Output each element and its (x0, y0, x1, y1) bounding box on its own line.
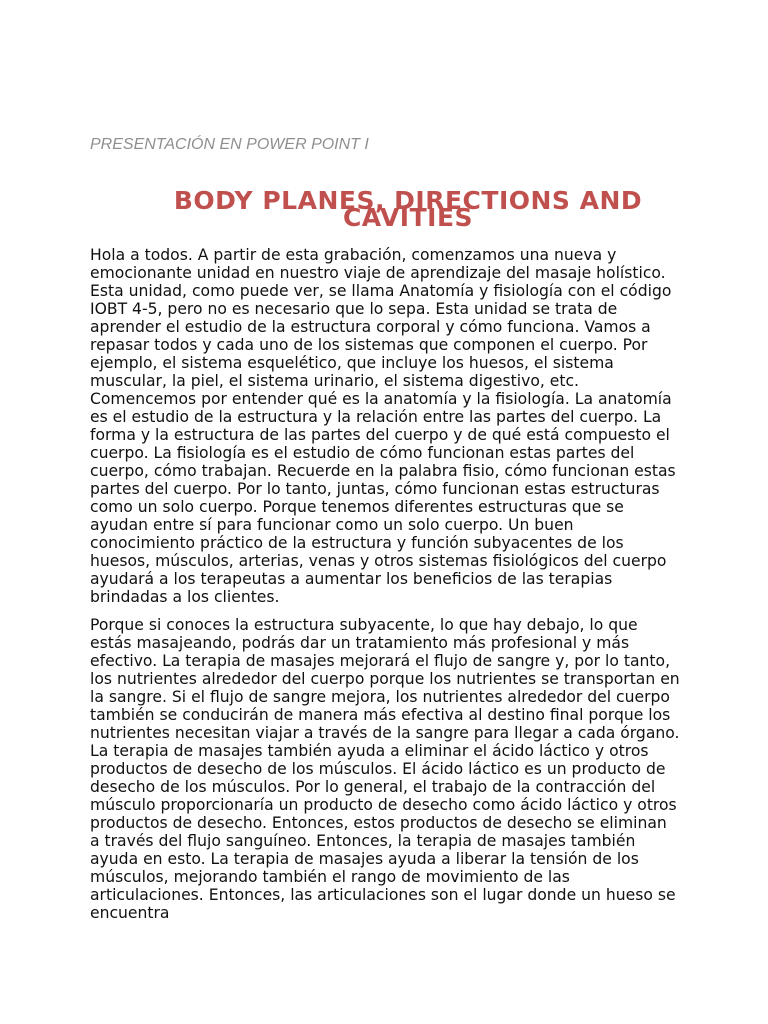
document-title: BODY PLANES, DIRECTIONS AND CAVITIES (173, 186, 643, 232)
body-paragraph-1: Hola a todos. A partir de esta grabación, comenzamos una nueva y emocionante unidad en nuestro viaje de aprendizaje del masaje holístico. Esta unidad, como puede ver, se llama Anatomía y fisiología con el código IOBT 4-5, pero no es necesario que lo sepa. Esta unidad se trata de aprender el estudio de la estructura corporal y cómo funciona. Vamos a repasar todos y cada uno de los sistemas que componen el cuerpo. Por ejemplo, el sistema esquelético, que incluye los huesos, el sistema muscular, la piel, el sistema urinario, el sistema digestivo, etc. Comencemos por entender qué es la anatomía y la fisiología. La anatomía es el estudio de la estructura y la relación entre las partes del cuerpo. La forma y la estructura de las partes del cuerpo y de qué está compuesto el cuerpo. La fisiología es el estudio de cómo funcionan estas partes del cuerpo, cómo trabajan. Recuerde en la palabra fisio, cómo funcionan estas partes del cuerpo. Por lo tanto, juntas, cómo funcionan estas estructuras como un solo cuerpo. Porque tenemos diferentes estructuras que se ayudan entre sí para funcionar como un solo cuerpo. Un buen conocimiento práctico de la estructura y función subyacentes de los huesos, músculos, arterias, venas y otros sistemas fisiológicos del cuerpo ayudará a los terapeutas a aumentar los beneficios de las terapias brindadas a los clientes. (90, 246, 676, 606)
document-subtitle: PRESENTACIÓN EN POWER POINT I (90, 136, 369, 153)
body-paragraph-2: Porque si conoces la estructura subyacente, lo que hay debajo, lo que estás masajeando, podrás dar un tratamiento más profesional y más efectivo. La terapia de masajes mejorará el flujo de sangre y, por lo tanto, los nutrientes alrededor del cuerpo porque los nutrientes se transportan en la sangre. Si el flujo de sangre mejora, los nutrientes alrededor del cuerpo también se conducirán de manera más efectiva al destino final porque los nutrientes necesitan viajar a través de la sangre para llegar a cada órgano. La terapia de masajes también ayuda a eliminar el ácido láctico y otros productos de desecho de los músculos. El ácido láctico es un producto de desecho de los músculos. Por lo general, el trabajo de la contracción del músculo proporcionaría un producto de desecho como ácido láctico y otros productos de desecho. Entonces, estos productos de desecho se eliminan a través del flujo sanguíneo. Entonces, la terapia de masajes también ayuda en esto. La terapia de masajes ayuda a liberar la tensión de los músculos, mejorando también el rango de movimiento de las articulaciones. Entonces, las articulaciones son el lugar donde un hueso se encuentra (90, 616, 680, 922)
